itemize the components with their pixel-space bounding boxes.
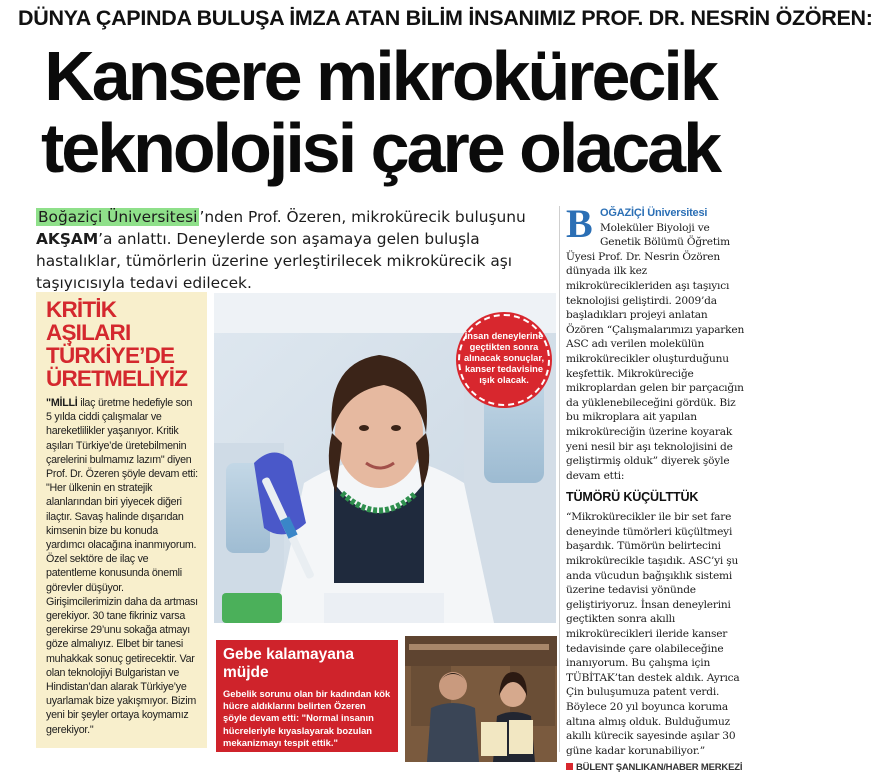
right-paragraph-1: Moleküler Biyoloji ve Genetik Bölümü Öğretim Üyesi Prof. Dr. Nesrin Özören dünyada ilk kez mikrokürecikleriden aşı taşıyıcı teknolojisi geliştirdi. 2009’da başladıkları projeyi anlatan Özören “Çalışmalarımızı yaparken ASC adı verilen molekülün mikrokürecikler oluşturduğunu keşfettik. Mikroküreciğe mikroplardan gelen bir parçacığın da yüklenebileceğini gördük. Biz bu mikroplara ait yapılan mikroküreciğin üzerine koyarak yeni nesil bir aşı teknolojisini de geliştirmiş olduk” diyerek şöyle devam etti:: [566, 221, 745, 482]
sidebar-intro-bold: "MİLLİ: [46, 397, 78, 409]
sidebar-box: [36, 292, 207, 748]
sidebar-title-line-1: KRİTİK AŞILARI: [46, 297, 131, 345]
right-column: [566, 201, 746, 774]
drop-cap: B: [566, 201, 593, 246]
right-lead-head: OĞAZİÇİ Üniversitesi: [600, 207, 708, 219]
team-photo: [403, 634, 555, 760]
university-highlight: Boğaziçi Üniversitesi: [38, 208, 198, 226]
byline-square-icon: [566, 763, 573, 770]
caption-body: Gebelik sorunu olan bir kadından kök hücre aldıklarını belirten Özeren şöyle devam etti: "Normal insanın hücreleriyle kıyaslayarak bozulan mekanizmayı tespit ettik.": [223, 688, 391, 748]
headline-line-2: teknolojisi çare olacak: [40, 109, 720, 187]
byline-text: BÜLENT ŞANLIKAN/HABER MERKEZİ: [576, 762, 743, 774]
lead-text-2: ’a anlattı. Deneylerde son aşamaya gelen buluşla hastalıklar, tümörlerin üzerine yerleştirilecek mikrokürecik aşı taşıyıcısıyla tedavi edilecek.: [36, 230, 513, 292]
right-paragraph-2: “Mikrokürecikler ile bir set fare deneyinde tümörleri küçültmeyi başardık. Tümörün belirtecini mikrokürecikle taşıdık. ASC’yi şu anda vücudun bağışıklık sistemi üzerine tedavisi yönünde geliştiriyoruz. İnsan deneylerini geçtikten sonra akıllı mikrokürecikleri ileride kanser tedavisinde çare olabileceğine inanıyorum. Bu çalışma için TÜBİTAK’tan destek aldık. Ayrıca Çin buluşumuza patent verdi. Böylece 20 yıl boyunca koruma altına almış olduk. Bulduğumuz akıllı kürecik sayesinde aşılar 30 güne kadar korunabiliyor.”: [566, 511, 740, 757]
sidebar-body: [46, 396, 199, 737]
sidebar-body-text: ilaç üretme hedefiyle son 5 yılda ciddi çalışmalar ve hareketlilikler yaşanıyor. Kritik aşıları Türkiye’de üretebilmenin çarelerini bulmamız lazım" diyen Prof. Dr. Özeren şöyle devam etti: "Her ülkenin en stratejik alanlarından biri yiyecek diğeri ilaçtır. Savaş halinde dışarıdan kimsenin bize bu konuda yardımcı olacağına inanmıyorum. Özel sektöre de ilaç ve patentleme konusunda önemli görevler düşüyor. Girişimcilerimizin daha da artması gerekiyor. 30 tane fikriniz varsa gerekirse 29’unu sokağa atmayı göze almalıyız. Elbet bir tanesi muhakkak sonuç getirecektir. Var olan teknolojiyi Bulgaristan ve Hindistan’dan alarak Türkiye’ye uyarlamak bize yakışmıyor. Bizim yeni bir şeyler ortaya koymamız gerekiyor.": [46, 397, 198, 736]
sidebar-title-line-3: ÜRETMELİYİZ: [46, 366, 188, 391]
kicker-text: DÜNYA ÇAPINDA BULUŞA İMZA ATAN BİLİM İNSANIMIZ PROF. DR. NESRİN ÖZÖREN:: [18, 6, 873, 30]
two-scientists-illustration: [405, 636, 557, 762]
right-subhead: TÜMÖRÜ KÜÇÜLTTÜK: [566, 490, 699, 505]
quote-bubble: İnsan deneylerine geçtikten sonra alınacak sonuçlar, kanser tedavisine ışık olacak.: [458, 314, 550, 406]
sidebar-title-line-2: TÜRKİYE’DE: [46, 343, 175, 368]
headline: [30, 37, 730, 187]
lead-bold-aksam: AKŞAM: [36, 230, 99, 248]
sidebar-title: [46, 298, 199, 390]
lead-paragraph: [36, 206, 556, 294]
caption-title: Gebe kalamayana müjde: [223, 646, 354, 681]
byline: [566, 762, 746, 774]
headline-line-1: Kansere mikrokürecik: [44, 37, 716, 115]
column-divider: [559, 206, 560, 752]
lead-text-1: ’nden Prof. Özeren, mikrokürecik buluşunu: [199, 208, 526, 226]
caption-box: [216, 640, 398, 752]
